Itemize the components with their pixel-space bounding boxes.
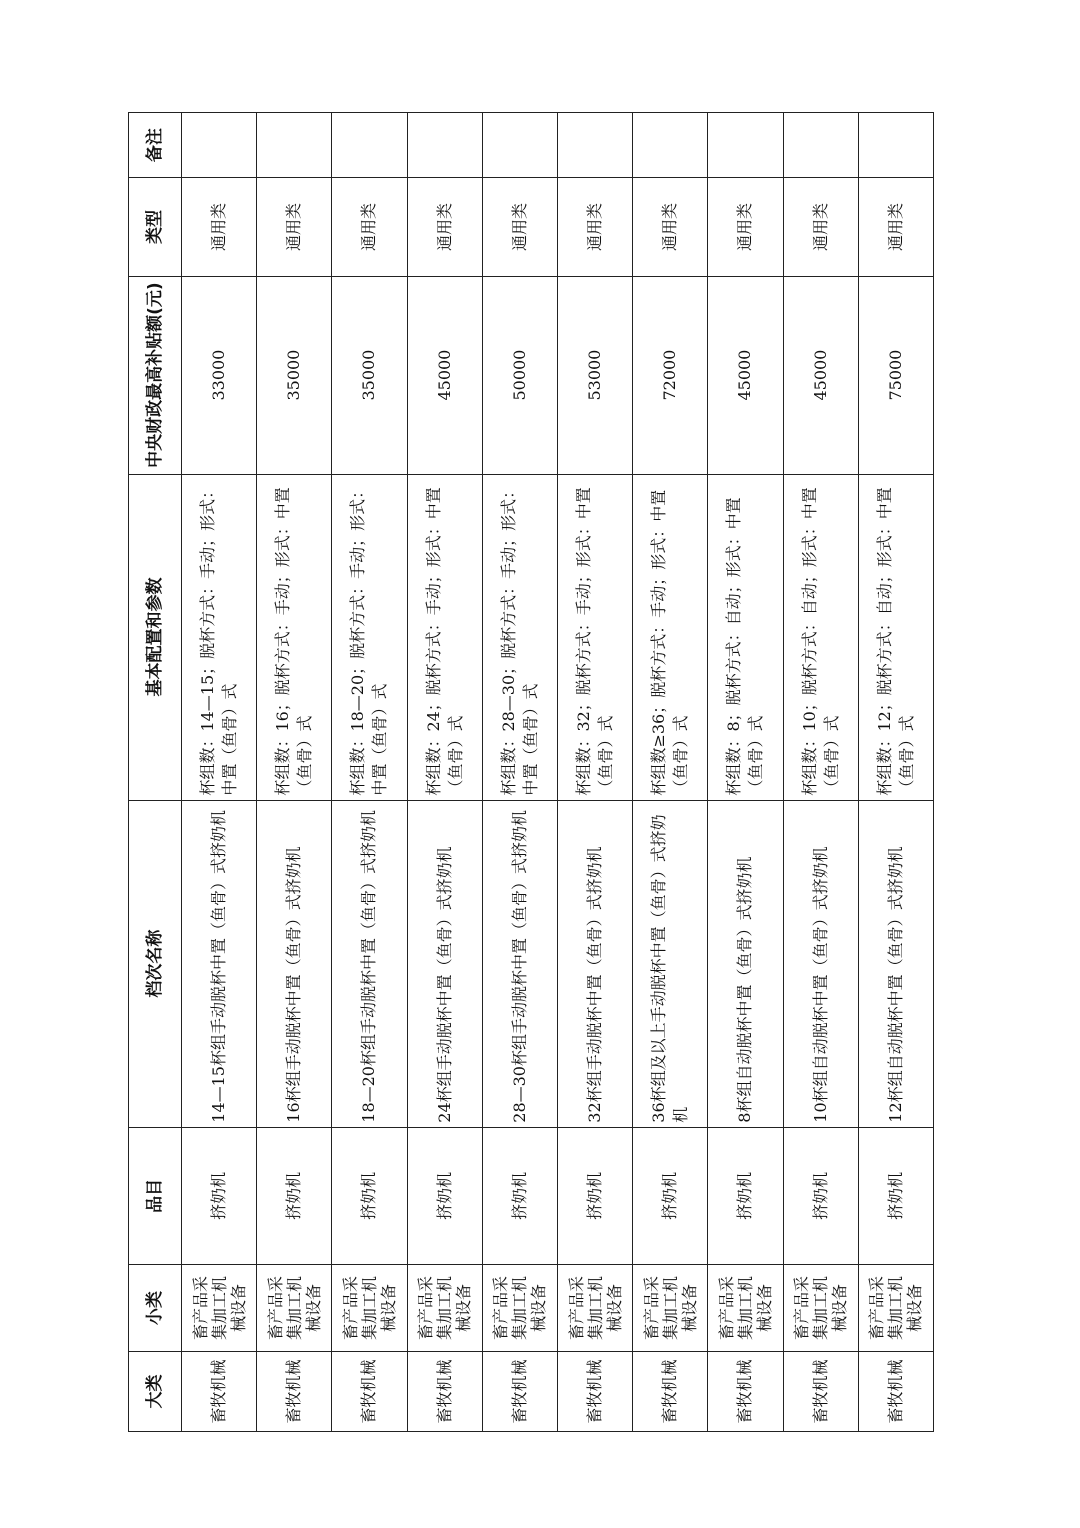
cell-item: 挤奶机 — [783, 1127, 858, 1264]
cell-item: 挤奶机 — [407, 1127, 482, 1264]
cell-remark — [332, 113, 407, 178]
header-grade-name: 档次名称 — [129, 800, 182, 1127]
cell-category: 畜牧机械 — [708, 1351, 783, 1431]
table-row — [633, 113, 708, 1432]
cell-item: 挤奶机 — [557, 1127, 632, 1264]
cell-subcategory: 畜产品采集加工机械设备 — [708, 1265, 783, 1352]
cell-item: 挤奶机 — [182, 1127, 257, 1264]
cell-grade-name: 24杯组手动脱杯中置（鱼骨）式挤奶机 — [407, 800, 482, 1127]
cell-item: 挤奶机 — [708, 1127, 783, 1264]
cell-type: 通用类 — [482, 178, 557, 276]
cell-subcategory: 畜产品采集加工机械设备 — [783, 1265, 858, 1352]
header-item: 品目 — [129, 1127, 182, 1264]
cell-config: 杯组数：12；脱杯方式：自动；形式：中置（鱼骨）式 — [858, 474, 933, 800]
cell-category: 畜牧机械 — [257, 1351, 332, 1431]
cell-remark — [557, 113, 632, 178]
header-subsidy: 中央财政最高补贴额(元) — [129, 276, 182, 474]
cell-subsidy: 45000 — [708, 276, 783, 474]
table-row — [482, 113, 557, 1432]
cell-grade-name: 14—15杯组手动脱杯中置（鱼骨）式挤奶机 — [182, 800, 257, 1127]
cell-category: 畜牧机械 — [407, 1351, 482, 1431]
cell-subsidy: 72000 — [633, 276, 708, 474]
header-category: 大类 — [129, 1351, 182, 1431]
cell-config: 杯组数：16；脱杯方式：手动；形式：中置（鱼骨）式 — [257, 474, 332, 800]
cell-subcategory: 畜产品采集加工机械设备 — [482, 1265, 557, 1352]
cell-category: 畜牧机械 — [332, 1351, 407, 1431]
subsidy-table — [128, 112, 934, 1432]
cell-grade-name: 16杯组手动脱杯中置（鱼骨）式挤奶机 — [257, 800, 332, 1127]
table-row — [332, 113, 407, 1432]
cell-config: 杯组数：10；脱杯方式：自动；形式：中置（鱼骨）式 — [783, 474, 858, 800]
cell-category: 畜牧机械 — [783, 1351, 858, 1431]
cell-type: 通用类 — [257, 178, 332, 276]
cell-subcategory: 畜产品采集加工机械设备 — [407, 1265, 482, 1352]
cell-remark — [633, 113, 708, 178]
rotated-table-wrapper — [128, 112, 934, 1432]
cell-grade-name: 28—30杯组手动脱杯中置（鱼骨）式挤奶机 — [482, 800, 557, 1127]
cell-type: 通用类 — [708, 178, 783, 276]
cell-category: 畜牧机械 — [182, 1351, 257, 1431]
cell-type: 通用类 — [407, 178, 482, 276]
cell-category: 畜牧机械 — [482, 1351, 557, 1431]
cell-type: 通用类 — [332, 178, 407, 276]
cell-config: 杯组数：14—15；脱杯方式：手动；形式：中置（鱼骨）式 — [182, 474, 257, 800]
cell-subsidy: 53000 — [557, 276, 632, 474]
cell-remark — [407, 113, 482, 178]
cell-subsidy: 50000 — [482, 276, 557, 474]
cell-item: 挤奶机 — [332, 1127, 407, 1264]
cell-type: 通用类 — [858, 178, 933, 276]
cell-config: 杯组数：24；脱杯方式：手动；形式：中置（鱼骨）式 — [407, 474, 482, 800]
cell-remark — [708, 113, 783, 178]
cell-remark — [482, 113, 557, 178]
cell-item: 挤奶机 — [257, 1127, 332, 1264]
cell-config: 杯组数≥36；脱杯方式：手动；形式：中置（鱼骨）式 — [633, 474, 708, 800]
cell-grade-name: 10杯组自动脱杯中置（鱼骨）式挤奶机 — [783, 800, 858, 1127]
cell-type: 通用类 — [557, 178, 632, 276]
table-row — [557, 113, 632, 1432]
cell-category: 畜牧机械 — [858, 1351, 933, 1431]
cell-remark — [783, 113, 858, 178]
table-row — [708, 113, 783, 1432]
cell-subsidy: 45000 — [783, 276, 858, 474]
cell-remark — [858, 113, 933, 178]
header-subcategory: 小类 — [129, 1265, 182, 1352]
cell-remark — [182, 113, 257, 178]
cell-grade-name: 12杯组自动脱杯中置（鱼骨）式挤奶机 — [858, 800, 933, 1127]
table-row — [257, 113, 332, 1432]
table-row — [783, 113, 858, 1432]
table-row — [858, 113, 933, 1432]
cell-category: 畜牧机械 — [557, 1351, 632, 1431]
table-header-row — [129, 113, 182, 1432]
header-config: 基本配置和参数 — [129, 474, 182, 800]
cell-config: 杯组数：18—20；脱杯方式：手动；形式：中置（鱼骨）式 — [332, 474, 407, 800]
cell-subsidy: 75000 — [858, 276, 933, 474]
cell-subcategory: 畜产品采集加工机械设备 — [332, 1265, 407, 1352]
cell-config: 杯组数：8；脱杯方式：自动；形式：中置（鱼骨）式 — [708, 474, 783, 800]
cell-subsidy: 35000 — [257, 276, 332, 474]
cell-config: 杯组数：28—30；脱杯方式：手动；形式：中置（鱼骨）式 — [482, 474, 557, 800]
cell-subsidy: 35000 — [332, 276, 407, 474]
cell-grade-name: 36杯组及以上手动脱杯中置（鱼骨）式挤奶机 — [633, 800, 708, 1127]
cell-remark — [257, 113, 332, 178]
cell-config: 杯组数：32；脱杯方式：手动；形式：中置（鱼骨）式 — [557, 474, 632, 800]
table-row — [407, 113, 482, 1432]
cell-grade-name: 18—20杯组手动脱杯中置（鱼骨）式挤奶机 — [332, 800, 407, 1127]
cell-item: 挤奶机 — [858, 1127, 933, 1264]
cell-grade-name: 32杯组手动脱杯中置（鱼骨）式挤奶机 — [557, 800, 632, 1127]
cell-category: 畜牧机械 — [633, 1351, 708, 1431]
header-remark: 备注 — [129, 113, 182, 178]
cell-item: 挤奶机 — [482, 1127, 557, 1264]
cell-type: 通用类 — [182, 178, 257, 276]
cell-subcategory: 畜产品采集加工机械设备 — [633, 1265, 708, 1352]
header-type: 类型 — [129, 178, 182, 276]
cell-item: 挤奶机 — [633, 1127, 708, 1264]
cell-type: 通用类 — [633, 178, 708, 276]
cell-subcategory: 畜产品采集加工机械设备 — [858, 1265, 933, 1352]
table-row — [182, 113, 257, 1432]
cell-subcategory: 畜产品采集加工机械设备 — [182, 1265, 257, 1352]
cell-grade-name: 8杯组自动脱杯中置（鱼骨）式挤奶机 — [708, 800, 783, 1127]
cell-type: 通用类 — [783, 178, 858, 276]
cell-subsidy: 45000 — [407, 276, 482, 474]
cell-subcategory: 畜产品采集加工机械设备 — [557, 1265, 632, 1352]
cell-subcategory: 畜产品采集加工机械设备 — [257, 1265, 332, 1352]
cell-subsidy: 33000 — [182, 276, 257, 474]
